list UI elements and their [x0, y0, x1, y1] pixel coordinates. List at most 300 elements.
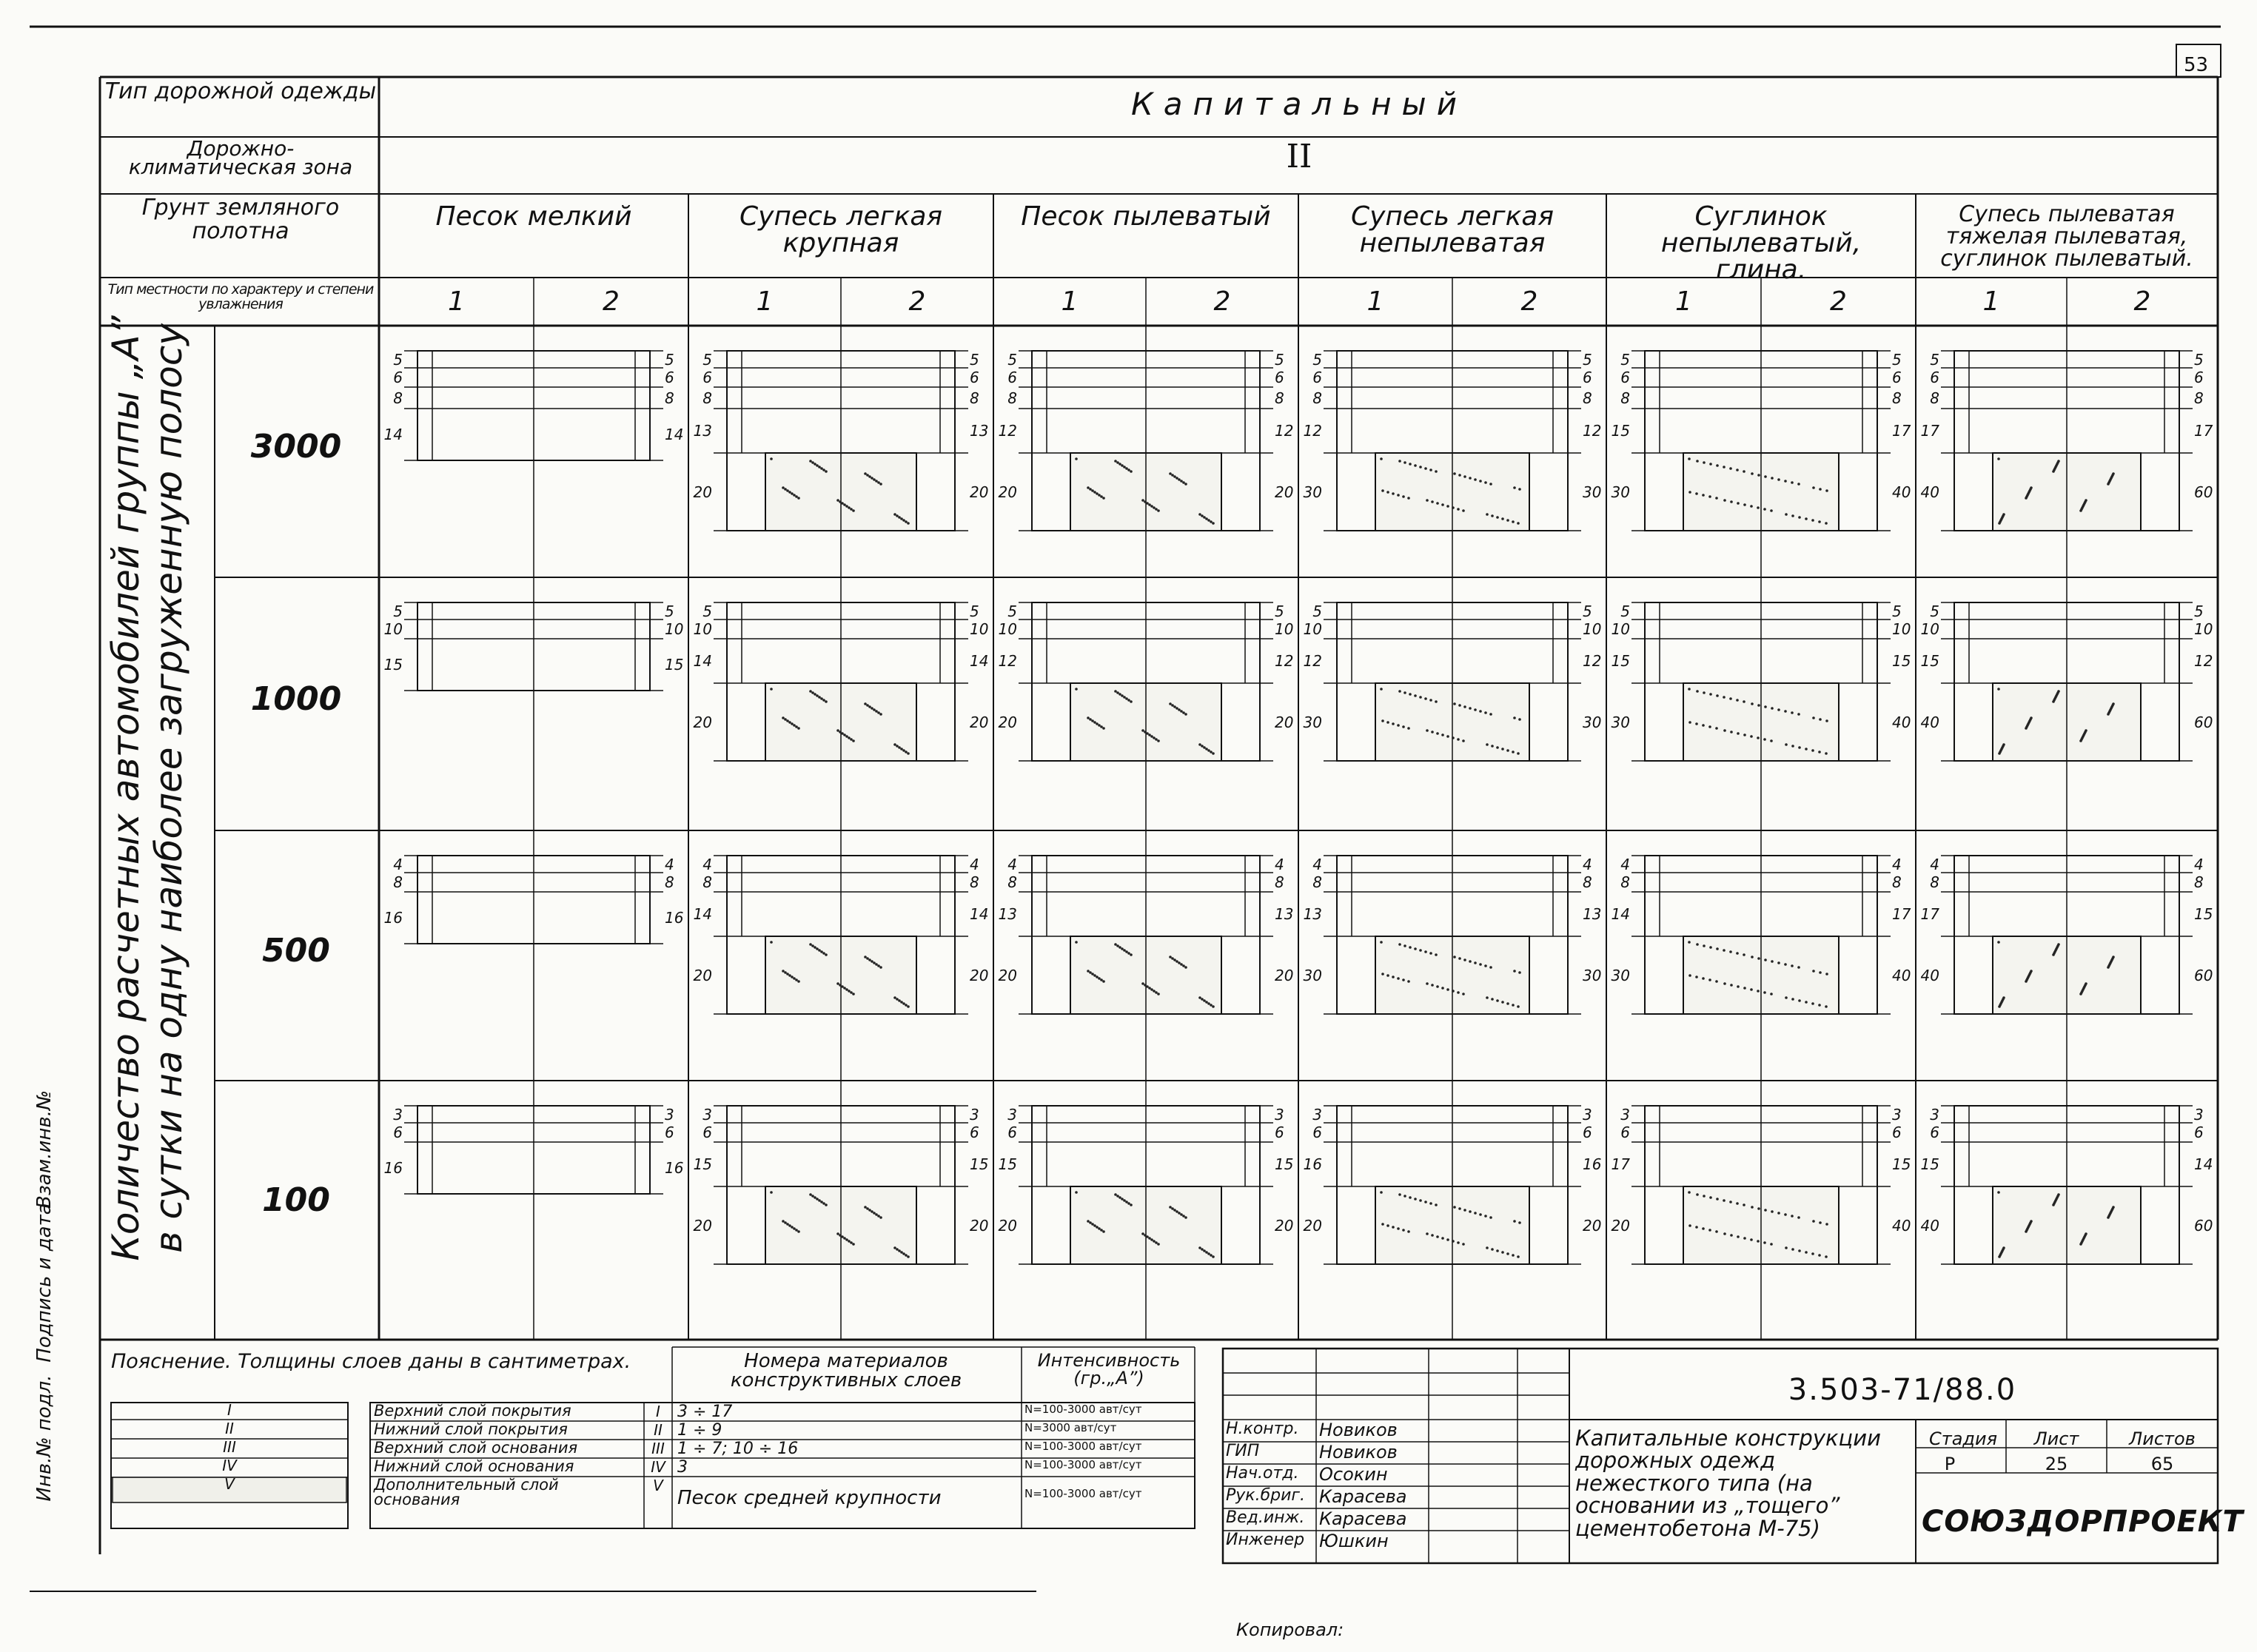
sand-dot — [1182, 711, 1185, 714]
sand-dot — [1146, 732, 1149, 735]
sand-dot — [1141, 499, 1144, 502]
sand-dot — [1446, 988, 1449, 991]
sand-dot — [1424, 950, 1427, 953]
sand-dot — [793, 494, 796, 497]
sand-dot — [864, 956, 867, 958]
thickness-label-right: 10 — [2194, 620, 2213, 638]
thickness-label-left: 14 — [1611, 905, 1630, 923]
sand-dot — [1703, 461, 1706, 464]
thickness-label-right: 12 — [1583, 422, 1602, 440]
sand-dot — [1997, 688, 2000, 691]
sand-dot — [1119, 1196, 1121, 1199]
sand-dot — [1201, 745, 1204, 748]
sand-dot — [1182, 481, 1185, 484]
sand-dot — [1512, 751, 1515, 753]
sand-dot — [1114, 1193, 1117, 1196]
sand-dot — [822, 699, 825, 702]
thickness-label-left: 5 — [1620, 350, 1630, 369]
sand-dot — [786, 719, 789, 722]
sand-dot — [1404, 691, 1406, 694]
legend-layer-roman: II — [654, 1421, 663, 1439]
sand-dot — [2030, 486, 2033, 489]
sand-dot — [2085, 499, 2087, 502]
sand-dot — [1453, 702, 1456, 705]
thickness-label-left: 16 — [383, 909, 403, 927]
sand-dot — [1729, 697, 1732, 700]
sand-dot — [797, 727, 800, 730]
sand-dot — [850, 991, 853, 994]
sand-dot — [809, 943, 812, 946]
sand-dot — [1736, 469, 1739, 471]
thickness-label-left: 6 — [1007, 1124, 1017, 1141]
sand-dot — [1506, 749, 1509, 752]
thickness-label-left: 6 — [1620, 1124, 1630, 1141]
sand-dot — [843, 1237, 846, 1240]
sand-dot — [1210, 1004, 1213, 1007]
sand-dot — [795, 1229, 798, 1232]
sand-dot — [1708, 725, 1711, 728]
sand-dot — [2112, 702, 2115, 705]
thickness-label-left: 6 — [1930, 369, 1939, 386]
sand-dot — [1207, 1002, 1210, 1005]
sand-dot — [1402, 978, 1405, 981]
sand-dot — [1210, 751, 1213, 753]
thickness-label-left: 8 — [1620, 873, 1630, 891]
sand-dot — [1424, 467, 1427, 470]
thickness-label-right: 8 — [1583, 873, 1592, 891]
sand-dot — [875, 1213, 878, 1216]
sand-dot — [1469, 477, 1472, 480]
sheets-value: 65 — [2150, 1454, 2174, 1474]
sand-dot — [1381, 489, 1384, 492]
thickness-label-left: 40 — [1920, 1216, 1939, 1235]
sand-dot — [868, 1209, 871, 1212]
sand-dot — [1688, 1224, 1691, 1227]
sand-dot — [1198, 1246, 1201, 1249]
sand-dot — [1819, 1221, 1822, 1224]
sand-dot — [866, 704, 869, 707]
sand-dot — [1696, 690, 1699, 693]
thickness-label-left: 8 — [702, 873, 712, 891]
sand-dot — [1203, 516, 1206, 519]
sand-dot — [1098, 724, 1101, 727]
sand-dot — [814, 463, 816, 466]
sand-dot — [1205, 1251, 1208, 1254]
thickness-label-left: 5 — [1930, 602, 1939, 620]
side-label-line2: в сутки на одну наиболее загруженную полосу — [147, 323, 190, 1253]
sand-dot — [1435, 953, 1438, 956]
thickness-label-left: 20 — [693, 966, 712, 984]
sand-dot — [907, 752, 910, 755]
sand-dot — [1784, 1213, 1787, 1216]
sand-dot — [1414, 464, 1417, 467]
sand-dot — [1798, 746, 1801, 749]
sand-dot — [1730, 500, 1733, 503]
type-heading: 2 — [908, 286, 926, 317]
legend-layer-name: Верхний слой покрытия — [374, 1402, 571, 1420]
sand-dot — [2085, 1232, 2087, 1235]
sand-dot — [1703, 691, 1706, 694]
thickness-label-left: 10 — [1920, 620, 1939, 638]
sand-dot — [907, 1255, 910, 1258]
thickness-label-right: 10 — [1583, 620, 1602, 638]
sand-dot — [1116, 1195, 1119, 1198]
footer-copied: Копировал: — [1236, 1619, 1344, 1640]
sand-dot — [1702, 1227, 1705, 1230]
sand-dot — [852, 509, 855, 512]
sand-dot — [1182, 964, 1185, 967]
sand-dot — [1825, 719, 1828, 722]
sand-dot — [1703, 1195, 1706, 1198]
thickness-label-right: 10 — [1892, 620, 1911, 638]
sand-dot — [1737, 732, 1740, 735]
thickness-label-left: 4 — [1007, 855, 1017, 873]
sand-dot — [1123, 949, 1126, 952]
traffic-value: 100 — [262, 1181, 330, 1219]
sand-dot — [841, 985, 844, 988]
sand-dot — [809, 460, 812, 463]
thickness-label-right: 13 — [1275, 905, 1294, 923]
sand-dot — [1119, 946, 1121, 949]
thickness-label-right: 30 — [1583, 966, 1602, 984]
sand-dot — [848, 990, 851, 993]
sand-dot — [814, 693, 816, 696]
sand-dot — [1180, 963, 1183, 966]
sand-dot — [868, 475, 871, 478]
sand-dot — [1825, 489, 1828, 492]
sand-dot — [836, 982, 839, 985]
sand-dot — [1491, 745, 1494, 748]
sand-dot — [1431, 984, 1434, 987]
sand-dot — [1757, 990, 1760, 993]
type-heading: 1 — [1982, 286, 2000, 317]
sand-dot — [2002, 513, 2005, 516]
thickness-label-right: 16 — [665, 1159, 684, 1177]
thickness-label-right: 13 — [970, 422, 989, 440]
thickness-label-left: 3 — [1930, 1105, 1939, 1124]
sand-dot — [1381, 973, 1384, 976]
thickness-label-right: 15 — [665, 656, 684, 674]
thickness-label-left: 10 — [998, 620, 1017, 638]
sand-dot — [1169, 1206, 1172, 1209]
sand-dot — [811, 461, 814, 464]
thickness-label-left: 12 — [998, 422, 1017, 440]
sand-dot — [1429, 1202, 1432, 1205]
sand-dot — [1207, 1252, 1210, 1255]
soil-heading: Супесь пылеватая тяжелая пылеватая, суглинок пылеватый. — [1940, 201, 2193, 272]
sand-dot — [1489, 713, 1492, 716]
sand-dot — [1770, 993, 1773, 995]
sand-dot — [1723, 982, 1726, 985]
thickness-label-right: 14 — [970, 652, 989, 670]
thickness-label-left: 15 — [1611, 652, 1630, 670]
sand-dot — [797, 980, 800, 983]
sand-dot — [898, 746, 901, 749]
sand-dot — [1708, 1229, 1711, 1232]
sand-dot — [1811, 1002, 1814, 1005]
sand-dot — [1130, 470, 1133, 473]
sand-dot — [898, 1249, 901, 1252]
sand-dot — [1764, 475, 1767, 478]
sand-dot — [1805, 1251, 1808, 1254]
sand-dot — [1210, 520, 1213, 523]
sand-dot — [1150, 505, 1153, 508]
sand-dot — [1729, 1201, 1732, 1203]
sand-dot — [1429, 469, 1432, 471]
sand-dot — [845, 988, 848, 991]
sand-dot — [1757, 474, 1760, 477]
sand-dot — [896, 514, 899, 517]
sand-dot — [1757, 736, 1760, 739]
thickness-label-right: 6 — [1892, 369, 1902, 386]
sand-dot — [782, 1220, 785, 1223]
sand-dot — [1397, 977, 1400, 980]
type-heading: 1 — [1061, 286, 1079, 317]
sand-dot — [782, 486, 785, 489]
sand-dot — [1716, 1198, 1719, 1201]
soil-heading: Суглинок непылеватый, глина. — [1660, 201, 1862, 285]
sand-dot — [848, 1240, 851, 1243]
sand-dot — [1096, 722, 1099, 725]
sand-dot — [1715, 980, 1718, 983]
sand-dot — [1715, 497, 1718, 500]
stage-label: Стадия — [1928, 1428, 1998, 1449]
thickness-label-left: 20 — [693, 713, 712, 731]
sand-dot — [841, 1235, 844, 1238]
thickness-label-left: 4 — [702, 855, 712, 873]
thickness-label-right: 17 — [2194, 422, 2213, 440]
sand-dot — [1723, 1199, 1726, 1202]
sand-dot — [1518, 718, 1521, 721]
sand-dot — [871, 477, 873, 480]
thickness-label-left: 30 — [1303, 713, 1322, 731]
thickness-label-left: 8 — [1620, 389, 1630, 407]
sand-dot — [905, 751, 908, 753]
sand-dot — [2057, 690, 2060, 693]
thickness-label-right: 3 — [665, 1105, 674, 1124]
sand-dot — [1757, 957, 1760, 960]
sand-dot — [2112, 1206, 2115, 1209]
sand-dot — [1716, 464, 1719, 467]
legend-layer-name: Нижний слой покрытия — [374, 1420, 568, 1438]
sand-dot — [873, 708, 876, 711]
sand-dot — [1777, 961, 1780, 964]
person-role: Рук.бриг. — [1226, 1486, 1305, 1505]
sand-dot — [1127, 469, 1130, 471]
sand-dot — [905, 1004, 908, 1007]
sand-dot — [1729, 467, 1732, 470]
sand-dot — [1119, 693, 1121, 696]
sand-dot — [845, 1238, 848, 1241]
sand-dot — [1811, 519, 1814, 522]
sand-dot — [1146, 985, 1149, 988]
sand-dot — [1770, 509, 1773, 512]
thickness-label-left: 20 — [998, 966, 1017, 984]
sand-dot — [836, 1232, 839, 1235]
sand-dot — [896, 745, 899, 748]
sand-dot — [1119, 463, 1121, 466]
sand-dot — [1702, 977, 1705, 980]
thickness-label-left: 3 — [1312, 1105, 1322, 1124]
sand-dot — [845, 505, 848, 508]
org-name: СОЮЗДОРПРОЕКТ — [1922, 1505, 2244, 1539]
sand-dot — [1463, 475, 1466, 478]
sand-dot — [1496, 516, 1499, 519]
thickness-label-right: 6 — [1275, 1124, 1284, 1141]
sand-dot — [1496, 1249, 1499, 1252]
sand-dot — [1458, 704, 1461, 707]
sheet-value: 25 — [2045, 1454, 2068, 1474]
sand-dot — [1171, 474, 1174, 477]
sand-dot — [1431, 731, 1434, 733]
sand-dot — [1805, 517, 1808, 520]
sand-dot — [1462, 1243, 1465, 1246]
thickness-label-right: 3 — [1275, 1105, 1284, 1124]
thickness-label-left: 13 — [1303, 905, 1322, 923]
sand-dot — [784, 718, 787, 721]
thickness-label-left: 10 — [1303, 620, 1322, 638]
sand-dot — [820, 1201, 823, 1203]
sand-dot — [907, 522, 910, 525]
thickness-label-left: 5 — [1620, 602, 1630, 620]
sand-dot — [843, 733, 846, 736]
sand-dot — [1743, 953, 1745, 956]
sand-dot — [1818, 1004, 1821, 1007]
sand-dot — [1469, 707, 1472, 710]
sand-dot — [1127, 952, 1130, 955]
sand-dot — [1474, 708, 1477, 711]
pavement-type-value: Капитальный — [1130, 86, 1468, 122]
thickness-label-right: 3 — [1892, 1105, 1902, 1124]
sand-dot — [1750, 505, 1753, 508]
thickness-label-left: 3 — [702, 1105, 712, 1124]
sand-dot — [1785, 1246, 1788, 1249]
sand-dot — [1702, 494, 1705, 497]
sand-dot — [1785, 513, 1788, 516]
sand-dot — [1750, 735, 1753, 738]
sand-dot — [850, 508, 853, 511]
sand-dot — [852, 1243, 855, 1246]
thickness-label-left: 6 — [1930, 1124, 1939, 1141]
thickness-label-left: 13 — [998, 905, 1017, 923]
sand-dot — [1486, 743, 1489, 746]
sand-dot — [1770, 739, 1773, 742]
sand-dot — [1771, 960, 1774, 963]
sand-dot — [1146, 502, 1149, 505]
thickness-label-left: 15 — [998, 1155, 1017, 1173]
sand-dot — [1737, 985, 1740, 988]
sand-dot — [793, 724, 796, 727]
thickness-label-right: 17 — [1892, 905, 1911, 923]
sand-dot — [1380, 941, 1383, 944]
thickness-label-right: 6 — [2194, 369, 2204, 386]
sand-dot — [1736, 1202, 1739, 1205]
sand-dot — [1688, 974, 1691, 977]
thickness-label-right: 6 — [970, 369, 979, 386]
thickness-label-right: 20 — [1275, 483, 1294, 501]
sand-dot — [1121, 947, 1124, 950]
sand-dot — [1380, 457, 1383, 460]
type-heading: 1 — [448, 286, 465, 317]
sand-dot — [2002, 743, 2005, 746]
sand-dot — [818, 1199, 821, 1202]
thickness-label-right: 60 — [2194, 966, 2213, 984]
sand-dot — [1496, 999, 1499, 1002]
legend-layer-roman: IV — [651, 1458, 665, 1476]
sand-dot — [1825, 1005, 1828, 1008]
sand-dot — [1436, 732, 1439, 735]
thickness-label-right: 8 — [2194, 389, 2204, 407]
sand-dot — [839, 984, 842, 987]
person-role: Н.контр. — [1226, 1420, 1299, 1438]
sand-dot — [1201, 1248, 1204, 1251]
traffic-value: 1000 — [250, 680, 342, 718]
sand-dot — [2057, 460, 2060, 463]
sand-dot — [1093, 974, 1096, 977]
sand-dot — [1173, 475, 1176, 478]
sand-dot — [1148, 987, 1151, 990]
sand-dot — [1402, 725, 1405, 728]
sand-dot — [1409, 693, 1412, 696]
sand-dot — [1429, 699, 1432, 702]
sand-dot — [852, 993, 855, 995]
person-role: Вед.инж. — [1226, 1508, 1305, 1527]
sand-dot — [1688, 1191, 1691, 1194]
thickness-label-left: 3 — [393, 1105, 403, 1124]
thickness-label-right: 3 — [1583, 1105, 1592, 1124]
thickness-label-left: 15 — [1920, 1155, 1939, 1173]
legend-col-materials: Номера материалов конструктивных слоев — [730, 1350, 962, 1391]
sand-dot — [843, 503, 846, 506]
sand-dot — [818, 696, 821, 699]
sand-dot — [1409, 946, 1412, 949]
sand-dot — [1736, 699, 1739, 702]
sand-dot — [1409, 463, 1412, 466]
legend-layer-intensity: N=100-3000 авт/сут — [1024, 1403, 1142, 1416]
thickness-label-right: 8 — [970, 389, 979, 407]
sand-dot — [786, 973, 789, 976]
sand-dot — [1798, 1249, 1801, 1252]
thickness-label-right: 15 — [970, 1155, 989, 1173]
thickness-label-left: 15 — [383, 656, 403, 674]
sand-dot — [1489, 1216, 1492, 1219]
thickness-label-right: 12 — [1275, 422, 1294, 440]
person-name: Новиков — [1319, 1420, 1398, 1440]
sand-dot — [2057, 1193, 2060, 1196]
thickness-label-right: 15 — [1275, 1155, 1294, 1173]
thickness-label-right: 5 — [1892, 602, 1902, 620]
sand-dot — [1446, 1238, 1449, 1241]
thickness-label-left: 6 — [702, 1124, 712, 1141]
sand-dot — [1486, 996, 1489, 999]
sand-dot — [1771, 707, 1774, 710]
thickness-label-right: 4 — [1275, 855, 1284, 873]
legend-layer-intensity: N=100-3000 авт/сут — [1024, 1487, 1142, 1500]
sand-dot — [905, 1254, 908, 1257]
sand-dot — [782, 970, 785, 973]
sand-dot — [1398, 1193, 1401, 1196]
sand-dot — [1201, 514, 1204, 517]
sand-dot — [1763, 508, 1766, 511]
sand-dot — [1144, 500, 1147, 503]
sand-dot — [1709, 693, 1712, 696]
sand-dot — [2112, 472, 2115, 475]
sand-dot — [1723, 949, 1726, 952]
sand-dot — [1469, 960, 1472, 963]
sand-dot — [797, 497, 800, 500]
sand-dot — [795, 725, 798, 728]
sand-dot — [1125, 1201, 1128, 1203]
